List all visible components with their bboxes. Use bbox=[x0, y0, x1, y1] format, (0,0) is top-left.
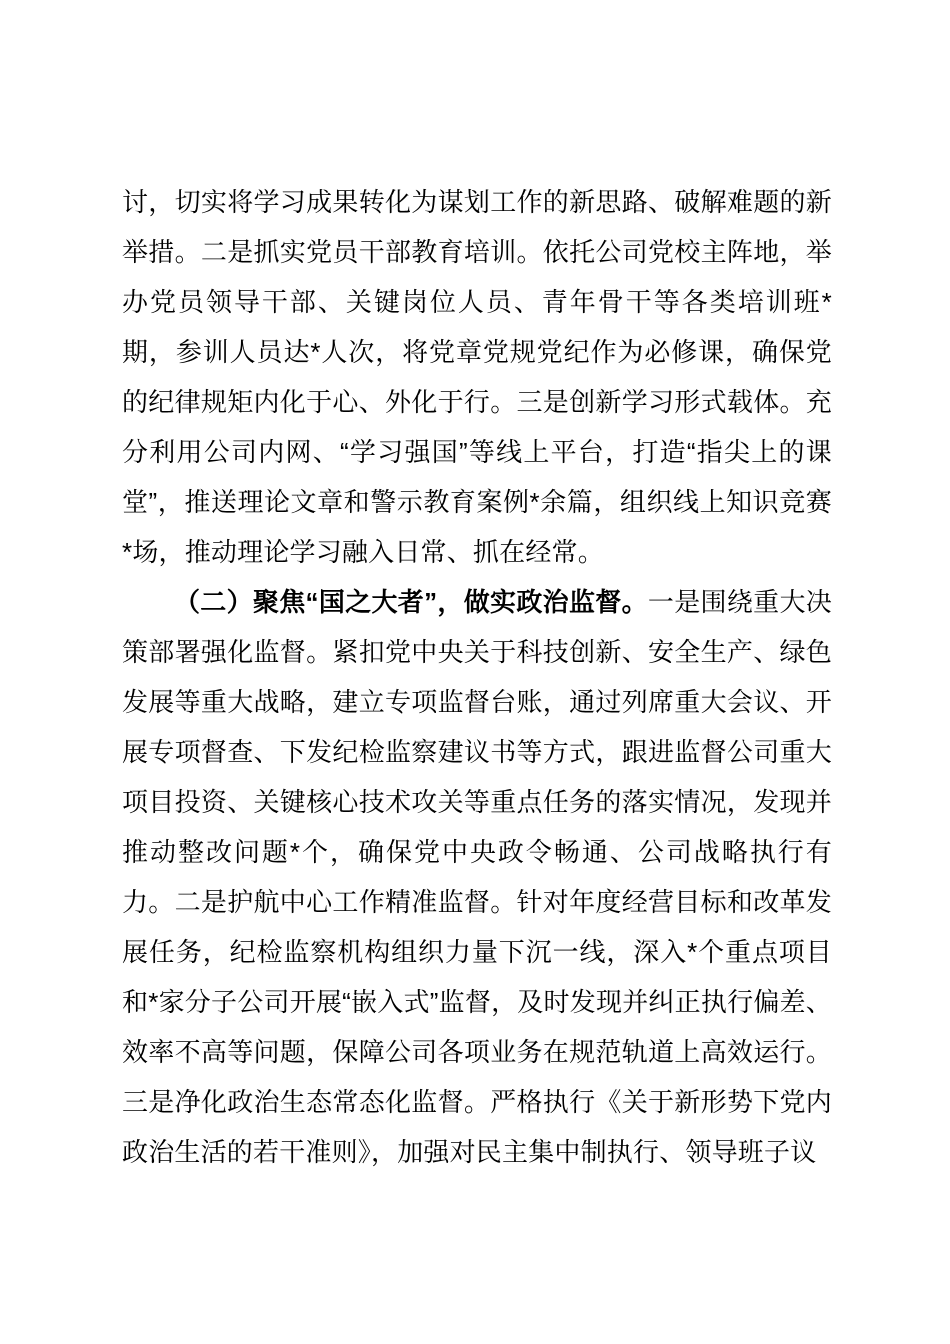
document-body bbox=[122, 177, 832, 1177]
paragraph-text-run: 一是围绕重大决策部署强化监督。紧扣党中央关于科技创新、安全生产、绿色发展等重大战略，建立专项监督台账，通过列席重大会议、开展专项督查、下发纪检监察建议书等方式，跟进监督公司重大项目投资、关键核心技术攻关等重点任务的落实情况，发现并推动整改问题*个，确保党中央政令畅通、公司战略执行有力。二是护航中心工作精准监督。针对年度经营目标和改革发展任务，纪检监察机构组织力量下沉一线，深入*个重点项目和*家分子公司开展“嵌入式”监督，及时发现并纠正执行偏差、效率不高等问题，保障公司各项业务在规范轨道上高效运行。三是净化政治生态常态化监督。严格执行《关于新形势下党内政治生活的若干准则》，加强对民主集中制执行、领导班子议 bbox=[122, 587, 832, 1167]
paragraph-2 bbox=[122, 577, 832, 1177]
paragraph-text-run: 讨，切实将学习成果转化为谋划工作的新思路、破解难题的新举措。二是抓实党员干部教育培训。依托公司党校主阵地，举办党员领导干部、关键岗位人员、青年骨干等各类培训班*期，参训人员达*人次，将党章党规党纪作为必修课，确保党的纪律规矩内化于心、外化于行。三是创新学习形式载体。充分利用公司内网、“学习强国”等线上平台，打造“指尖上的课堂”，推送理论文章和警示教育案例*余篇，组织线上知识竞赛*场，推动理论学习融入日常、抓在经常。 bbox=[122, 187, 832, 567]
paragraph-1 bbox=[122, 177, 832, 577]
paragraph-lead-bold-run: （二）聚焦“国之大者”，做实政治监督。 bbox=[174, 587, 648, 617]
